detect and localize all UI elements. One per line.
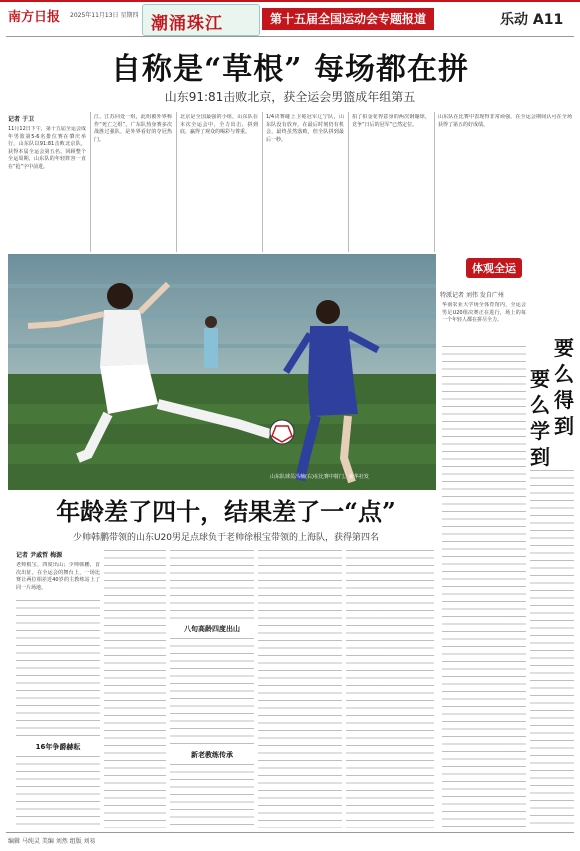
- headline-second: 年龄差了四十，结果差了一“点”: [56, 497, 396, 526]
- column-divider: [176, 112, 177, 252]
- subhead-1: 16年争爵赫耘: [35, 743, 81, 751]
- article2-col4-lines: [346, 550, 434, 828]
- column-divider: [262, 112, 263, 252]
- article1-col3: [180, 114, 258, 250]
- subhead-3: 新老教练传承: [191, 751, 233, 759]
- header-divider: [6, 36, 574, 37]
- column-body-lines: [442, 346, 526, 828]
- article2-col1-lines: [16, 600, 100, 740]
- match-photo-illustration: [8, 254, 436, 490]
- column-tag: [438, 258, 576, 280]
- column-text: [442, 302, 526, 342]
- article2-lead: [16, 562, 100, 596]
- article1-col6-text: 山东队在比赛中表现得非常顽强，在全运会期间认可在全场获得了第五的好成绩。: [438, 114, 572, 128]
- column-divider: [348, 112, 349, 252]
- column-title-part1: 要么得到: [554, 336, 574, 438]
- article1-col2: [94, 114, 172, 250]
- special-logo: [142, 4, 260, 36]
- headline-second-subtitle: 少帅韩鹏带领的山东U20男足点球负于老帅徐根宝带领的上海队，获得第四名: [72, 533, 380, 543]
- column-text-lead: 华南农业大学场全体育馆内，全运会男足U20组决赛正在进行，场上的每一个年轻人都在拼尽全力。: [442, 302, 526, 324]
- article2-col1b-lines: [16, 756, 100, 828]
- article2-col2c-lines: [170, 764, 254, 828]
- special-logo-text: 潮涌珠江: [151, 14, 223, 34]
- column-tag-badge: 体观全运: [466, 258, 522, 278]
- column-divider: [434, 112, 435, 252]
- article2-col2b-lines: [170, 638, 254, 746]
- column-body-lines: [530, 470, 574, 828]
- headline-main: 自称是“草根” 每场都在拼: [111, 52, 469, 87]
- footer-credits: 编辑 马纯灵 美编 刘然 组版 刘易: [8, 838, 96, 845]
- match-photo: [8, 254, 436, 490]
- masthead: 南方日报: [8, 10, 61, 25]
- top-accent-rule: [0, 0, 580, 2]
- article1-col3-text: 北京是全国最强的小组，山东队在本次全运会中，全力出击、拼到底，赢得了观众的喝彩与尊重。: [180, 114, 258, 136]
- section-label: 乐动 A11: [500, 12, 564, 28]
- article2-col2-lines: [170, 550, 254, 620]
- article1-col4-text: 1/4决赛碰上卫冕冠军辽宁队，山东队没有放弃，在最后时刻仍有机会，最终虽然落败，但全队拼到最后一秒。: [266, 114, 344, 143]
- article1-col4: [266, 114, 344, 250]
- article1-col6: [438, 114, 572, 250]
- column-divider: [90, 112, 91, 252]
- article2-colx-lines: [104, 550, 166, 828]
- article1-col2-text: 江、江苏同处一组，此组被外界称作“死亡之组”。广东队热身赛多次战胜过强队，是外界看好的夺冠热门。: [94, 114, 172, 143]
- article2-col3-lines: [258, 550, 342, 828]
- footer-divider: [6, 832, 574, 833]
- photo-caption: 山东队球员冯楠(右)在比赛中射门。新华社发: [270, 474, 369, 480]
- headline-main-subtitle: 山东91:81击败北京，获全运会男篮成年组第五: [164, 90, 416, 104]
- article1-byline: 记者 于卫: [8, 116, 35, 123]
- article1-col5: [352, 114, 430, 250]
- issue-date: 2025年11月13日 星期四: [70, 12, 139, 19]
- subhead-2: 八旬高龄四度出山: [184, 625, 240, 633]
- article1-col1: [8, 126, 86, 250]
- column-author: 特派记者 刘伟 发自广州: [440, 292, 504, 299]
- article2-byline: 记者 尹戚哲 梅源: [16, 552, 63, 559]
- column-title-part2: 要么学到: [530, 367, 550, 469]
- topic-banner: 第十五届全国运动会专题报道: [262, 8, 434, 30]
- article1-col5-text: 拍了拍金花得意身的两次钢镚球，竞争“日后的冠军”已然定位。: [352, 114, 430, 128]
- article2-lead-text: 老帅根宝，四度出山；少帅韩鹏，首次出征。在全运会的舞台上，一场比赛让两位相差近40岁的主教练站上了同一片场地。: [16, 562, 100, 591]
- article1-col1-text: 11月12日下午，第十五届全运会成年男篮第5-6名排位赛在肇庆举行，山东队以91:81击败北京队，获得本届全运会第五名。回顾整个全运周期，山东队的年轻阵容一直在“抢”字中前进。: [8, 126, 86, 170]
